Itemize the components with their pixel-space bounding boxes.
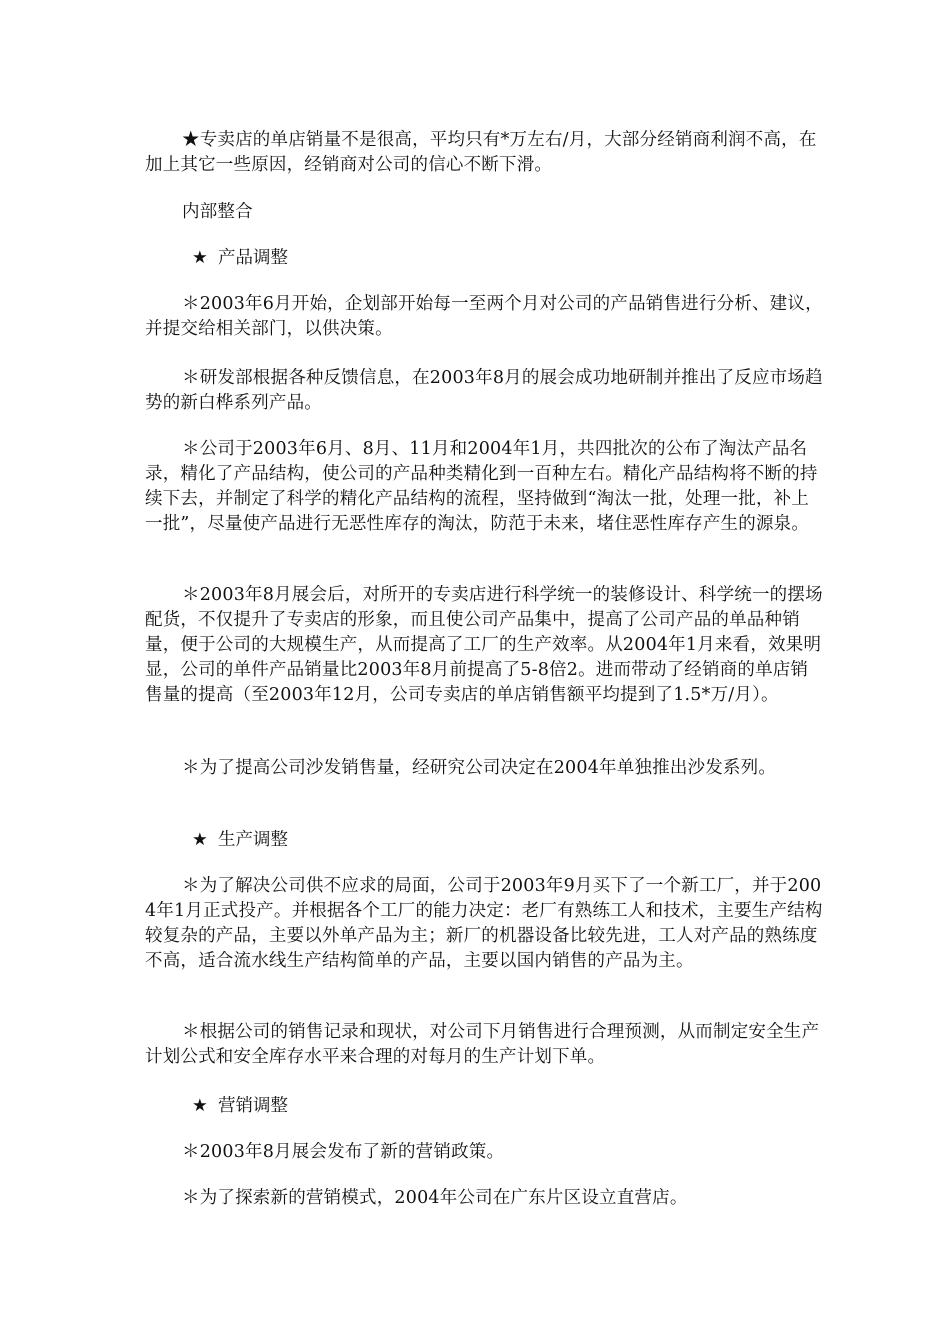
section-heading-product [192,246,288,271]
section-heading-marketing [192,1094,288,1119]
paragraph-intro: ★专卖店的单店销量不是很高，平均只有*万左右/月，大部分经销商利润不高，在加上其它一些原因，经销商对公司的信心不断下滑。 [145,130,817,175]
star-icon: ★ [192,1096,208,1116]
paragraph-product-5: ＊为了提高公司沙发销售量，经研究公司决定在2004年单独推出沙发系列。 [182,758,777,778]
paragraph-product-2: ＊研发部根据各种反馈信息，在2003年8月的展会成功地研制并推出了反应市场趋势的新白桦系列产品。 [145,368,823,413]
paragraph-product-4: ＊2003年8月展会后，对所开的专卖店进行科学统一的装修设计、科学统一的摆场配货，不仅提升了专卖店的形象，而且使公司产品集中，提高了公司产品的单品种销量，便于公司的大规模生产，从而提高了工厂的生产效率。从2004年1月来看，效果明显，公司的单件产品销量比2003年8月前提高了5-8倍2。进而带动了经销商的单店销售量的提高（至2003年12月，公司专卖店的单店销售额平均提到了1.5*万/月）。 [145,585,823,705]
section-title-production: 生产调整 [218,830,288,850]
paragraph-production-2: ＊根据公司的销售记录和现状，对公司下月销售进行合理预测，从而制定安全生产计划公式和安全库存水平来合理的对每月的生产计划下单。 [145,1022,820,1067]
section-title-product: 产品调整 [218,248,288,268]
star-icon: ★ [192,248,208,268]
star-icon: ★ [192,830,208,850]
paragraph-product-1: ＊2003年6月开始，企划部开始每一至两个月对公司的产品销售进行分析、建议，并提交给相关部门，以供决策。 [145,294,823,339]
paragraph-product-3: ＊公司于2003年6月、8月、11月和2004年1月，共四批次的公布了淘汰产品名录，精化了产品结构，使公司的产品种类精化到一百种左右。精化产品结构将不断的持续下去，并制定了科学的精化产品结构的流程，坚持做到“淘汰一批，处理一批，补上一批”，尽量使产品进行无恶性库存的淘汰，防范于未来，堵住恶性库存产生的源泉。 [145,439,818,534]
paragraph-marketing-1: ＊2003年8月展会发布了新的营销政策。 [182,1142,505,1162]
paragraph-production-1: ＊为了解决公司供不应求的局面，公司于2003年9月买下了一个新工厂，并于2004年1月正式投产。并根据各个工厂的能力决定：老厂有熟练工人和技术，主要生产结构较复杂的产品，主要以外单产品为主；新厂的机器设备比较先进，工人对产品的熟练度不高，适合流水线生产结构简单的产品，主要以国内销售的产品为主。 [145,876,823,971]
section-title-marketing: 营销调整 [218,1096,288,1116]
paragraph-marketing-2: ＊为了探索新的营销模式，2004年公司在广东片区设立直营店。 [182,1188,688,1208]
section-heading-production [192,828,288,853]
heading-internal-integration: 内部整合 [182,202,253,222]
